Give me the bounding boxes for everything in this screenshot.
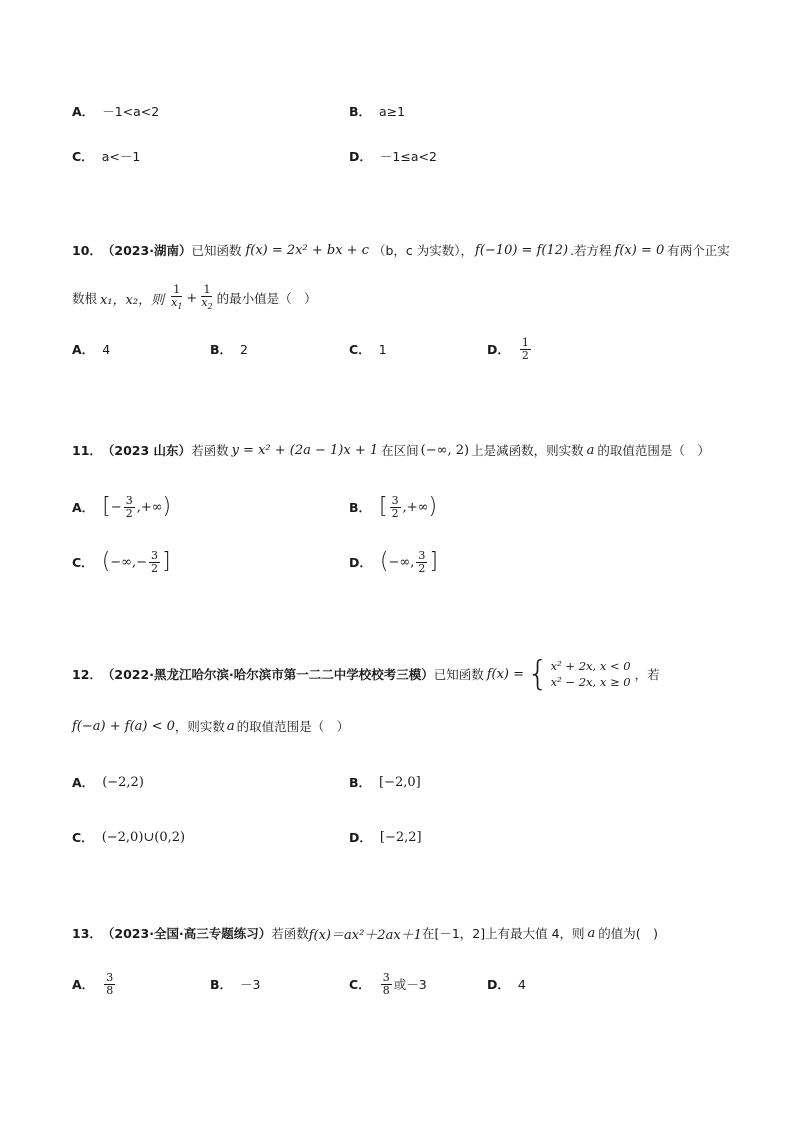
q10-stem-line-1: 10． （2023·湖南） 已知函数 f(x) = 2x² + bx + c （b，c 为实数）， f(−10) = f(12) .若方程 f(x) = 0 有两个正实 [72,242,730,258]
q10-option-a[interactable]: A． 4 [72,341,111,357]
q10-stem-line-2: 数根 x₁，x₂，则 $\frac{1}{x_1}$ + $\frac{1}{x_2}$ 的最小值是（ ） [72,282,317,311]
q12-options-row-1 [0,767,794,797]
q12-option-d[interactable]: D． [−2,2] [349,829,422,845]
q13-option-d[interactable]: D． 4 [487,976,526,992]
q13-options-row [0,966,794,1002]
q10-option-b[interactable]: B． 2 [210,341,248,357]
q10-roots: x₁，x₂，则 [100,292,165,308]
q11-options-row-2 [0,543,794,581]
q12-stem-line-1: 12． （2022·黑龙江哈尔滨·哈尔滨市第一二二中学校校考三模） 已知函数 f(x) = { x² + 2x, x < 0 x² − 2x, x ≥ 0 ，若 [72,654,660,694]
q9-option-d[interactable]: D． －1≤a<2 [349,149,437,164]
q12-inequality: f(−a) + f(a) < 0 [72,718,175,734]
q12-option-b[interactable]: B． [−2,0] [349,774,421,790]
q9-options-row-2 [0,141,794,171]
q12-piecewise: x² + 2x, x < 0 x² − 2x, x ≥ 0 [550,659,631,689]
q11-interval: (−∞, 2) [420,442,470,458]
q13-stem: 13． （2023·全国·高三专题练习） 若函数 f(x)＝ax²＋2ax＋1 在[－1，2]上有最大值 4，则 a 的值为( ) [72,925,659,943]
q10-fraction-1: $\frac{1}{x_1}$ [171,282,183,311]
q10-function: f(x) = 2x² + bx + c [245,242,369,258]
q11-option-b[interactable]: B． [ $\frac{3}{2}$ ,+∞ ) [349,493,438,520]
q11-function: y = x² + (2a − 1)x + 1 [231,442,379,458]
q13-option-c[interactable]: C． $\frac{3}{8}$ 或－3 [349,970,427,997]
q10-options-row [0,334,794,364]
q12-stem-line-2: f(−a) + f(a) < 0 ，则实数 a 的取值范围是（ ） [72,718,350,734]
q12-options-row-2 [0,822,794,852]
q9-option-c[interactable]: C． a<－1 [72,149,141,164]
q11-stem: 11． （2023 山东） 若函数 y = x² + (2a − 1)x + 1 在区间 (−∞, 2) 上是减函数，则实数 a 的取值范围是（ ） [72,442,710,458]
q12-option-c[interactable]: C． (−2,0)∪(0,2) [72,829,186,845]
q9-option-a[interactable]: A． －1<a<2 [72,104,160,119]
q9-option-b[interactable]: B． a≥1 [349,103,406,119]
q10-equation: f(x) = 0 [614,242,665,258]
q10-fraction-2: $\frac{1}{x_2}$ [201,282,213,311]
q13-option-b[interactable]: B． －3 [210,977,261,992]
q10-option-c[interactable]: C． 1 [349,341,387,357]
q11-option-a[interactable]: A． [ − $\frac{3}{2}$ ,+∞ ) [72,493,172,520]
q13-function: f(x)＝ax²＋2ax＋1 [308,927,422,943]
q10-condition: f(−10) = f(12) [475,242,569,258]
q11-options-row-1 [0,488,794,526]
q11-option-c[interactable]: C． ( −∞, − $\frac{3}{2}$ ] [72,548,171,575]
q12-option-a[interactable]: A． (−2,2) [72,774,144,790]
q9-options-row-1 [0,96,794,126]
q11-option-d[interactable]: D． ( −∞, $\frac{3}{2}$ ] [349,548,438,575]
q10-option-d[interactable]: D． $\frac{1}{2}$ [487,335,529,362]
q10-option-d-fraction: $\frac{1}{2}$ [521,335,529,362]
q13-option-a[interactable]: A． $\frac{3}{8}$ [72,970,114,997]
